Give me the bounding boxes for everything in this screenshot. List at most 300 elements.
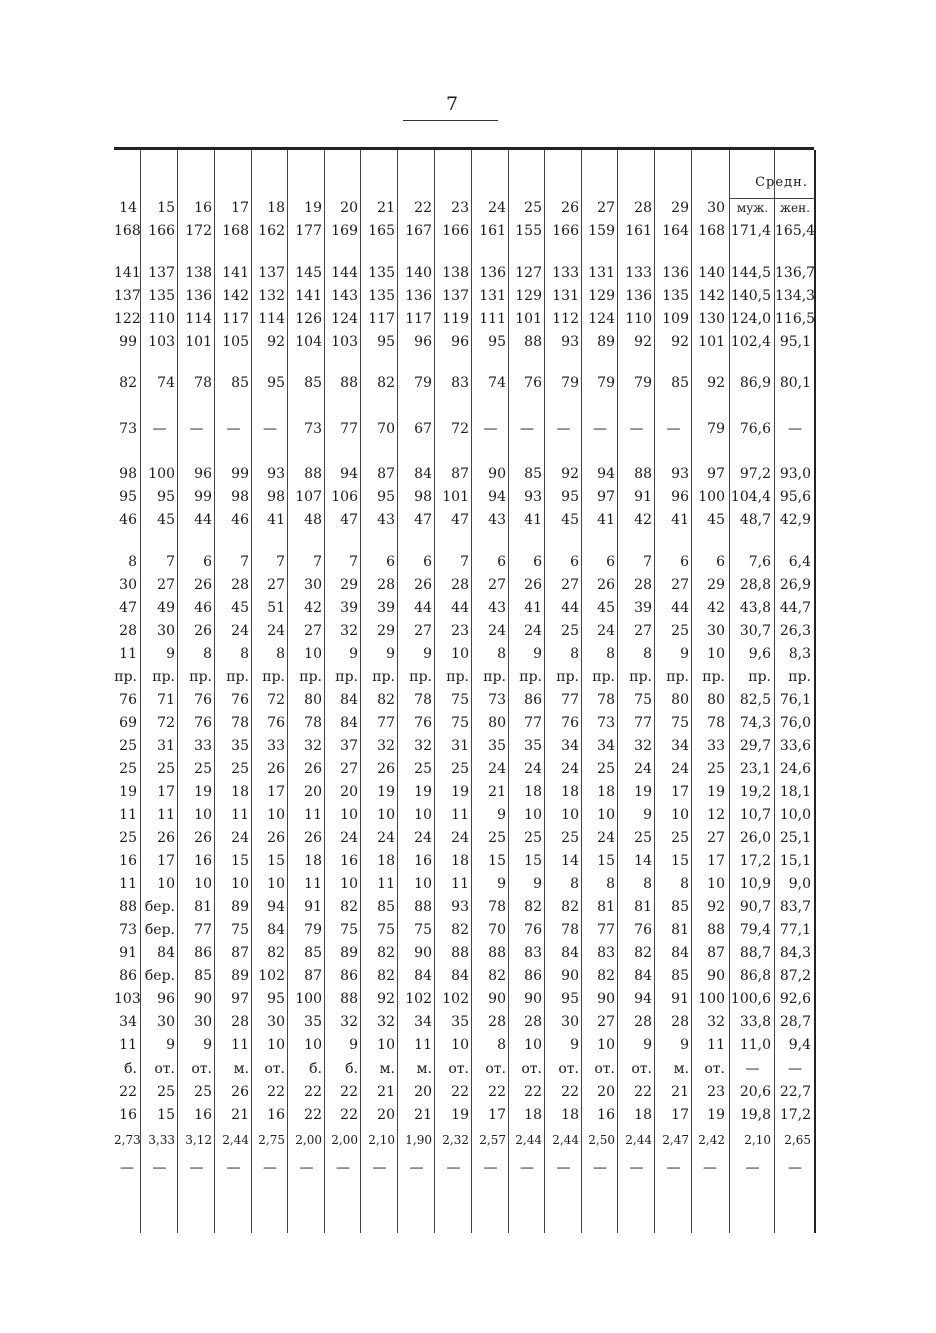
table-cell: от.: [154, 1061, 175, 1077]
table-cell: 78: [304, 715, 322, 731]
table-cell: 82: [634, 945, 652, 961]
table-cell: 100: [148, 466, 175, 482]
table-cell: 33,8: [739, 1014, 771, 1030]
table-cell: 9: [349, 646, 358, 662]
table-cell: 6: [533, 554, 542, 570]
table-cell: 9: [643, 1037, 652, 1053]
table-cell: 29,7: [739, 738, 771, 754]
table-cell: 26: [231, 1084, 249, 1100]
table-cell: 24: [524, 623, 542, 639]
table-cell: 8: [606, 876, 615, 892]
table-cell: 8: [240, 646, 249, 662]
table-cell: 25: [119, 761, 137, 777]
table-cell: 102: [258, 968, 285, 984]
table-cell: 25: [597, 761, 615, 777]
table-cell: 93,0: [779, 466, 811, 482]
table-cell: 92: [634, 334, 652, 350]
table-cell: 22: [304, 1084, 322, 1100]
day-27-column-header: 27: [597, 200, 615, 216]
table-cell: 8: [643, 876, 652, 892]
table-cell: 26,9: [779, 577, 811, 593]
table-cell: 90: [597, 991, 615, 1007]
day-26-column-header: 26: [561, 200, 579, 216]
table-cell: 41: [267, 512, 285, 528]
table-cell: 10: [414, 807, 432, 823]
table-cell: 92: [267, 334, 285, 350]
table-cell: 86,8: [739, 968, 771, 984]
table-cell: —: [556, 421, 571, 437]
table-cell: 82: [377, 945, 395, 961]
table-cell: 47: [119, 600, 137, 616]
table-cell: 92: [671, 334, 689, 350]
table-cell: 117: [405, 311, 432, 327]
table-cell: 26: [597, 577, 615, 593]
table-cell: 82: [524, 899, 542, 915]
table-cell: 73: [119, 421, 137, 437]
table-cell: 97: [231, 991, 249, 1007]
table-cell: м.: [233, 1061, 249, 1077]
table-cell: пр.: [372, 669, 395, 685]
table-cell: 82: [561, 899, 579, 915]
table-cell: 114: [258, 311, 285, 327]
table-cell: 9: [203, 1037, 212, 1053]
table-cell: 28: [488, 1014, 506, 1030]
table-cell: 39: [634, 600, 652, 616]
table-cell: 127: [515, 265, 542, 281]
table-cell: 79: [634, 375, 652, 391]
table-cell: 133: [625, 265, 652, 281]
table-cell: 26: [304, 830, 322, 846]
table-cell: 32: [634, 738, 652, 754]
table-cell: 19: [707, 1107, 725, 1123]
table-cell: 88: [340, 991, 358, 1007]
table-cell: 10,7: [739, 807, 771, 823]
table-cell: 77: [597, 922, 615, 938]
table-cell: 24: [231, 623, 249, 639]
table-cell: 19: [451, 784, 469, 800]
table-cell: 24: [231, 830, 249, 846]
table-cell: —: [593, 1160, 607, 1176]
day-16-column: [177, 150, 215, 1233]
table-cell: 9,4: [788, 1037, 811, 1053]
table-cell: 27: [707, 830, 725, 846]
table-cell: 19: [119, 784, 137, 800]
table-cell: 95: [377, 489, 395, 505]
table-cell: 93: [267, 466, 285, 482]
table-cell: 44: [671, 600, 689, 616]
table-cell: 43: [377, 512, 395, 528]
table-cell: 8: [497, 1037, 506, 1053]
table-cell: 171,4: [730, 223, 771, 239]
table-cell: —: [788, 1061, 802, 1077]
table-cell: 42,9: [779, 512, 811, 528]
table-cell: 3,12: [185, 1133, 212, 1147]
table-cell: 32: [340, 1014, 358, 1030]
table-cell: 77: [634, 715, 652, 731]
table-cell: 76: [414, 715, 432, 731]
table-cell: 30: [194, 1014, 212, 1030]
table-cell: 32: [414, 738, 432, 754]
table-cell: 26: [194, 623, 212, 639]
table-cell: 2,10: [744, 1133, 771, 1147]
table-cell: 25: [561, 830, 579, 846]
table-cell: 11: [231, 1037, 249, 1053]
table-cell: пр.: [702, 669, 725, 685]
table-cell: 75: [340, 922, 358, 938]
table-cell: 25,1: [779, 830, 811, 846]
table-cell: 41: [597, 512, 615, 528]
table-cell: 133: [552, 265, 579, 281]
table-cell: 7: [276, 554, 285, 570]
table-cell: пр.: [335, 669, 358, 685]
table-cell: —: [226, 1160, 241, 1176]
table-cell: 2,44: [552, 1133, 579, 1147]
table-cell: 74: [488, 375, 506, 391]
table-cell: 9,6: [748, 646, 771, 662]
table-cell: 122: [114, 311, 141, 327]
table-cell: —: [520, 1160, 534, 1176]
table-cell: 90: [488, 466, 506, 482]
table-cell: 83: [451, 375, 469, 391]
table-cell: 21: [414, 1107, 432, 1123]
table-cell: 6: [680, 554, 689, 570]
table-cell: 87,2: [779, 968, 811, 984]
table-cell: 98: [267, 489, 285, 505]
table-cell: 164: [662, 223, 689, 239]
table-cell: 11: [414, 1037, 432, 1053]
table-cell: 86: [524, 692, 542, 708]
table-cell: —: [263, 1160, 277, 1176]
table-cell: 24,6: [779, 761, 811, 777]
table-cell: 32: [304, 738, 322, 754]
table-cell: 7: [166, 554, 175, 570]
table-cell: 73: [304, 421, 322, 437]
table-cell: 47: [451, 512, 469, 528]
table-cell: 21: [231, 1107, 249, 1123]
table-cell: 80: [488, 715, 506, 731]
table-cell: 82: [267, 945, 285, 961]
table-cell: 101: [698, 334, 725, 350]
table-cell: 86: [340, 968, 358, 984]
table-cell: 28: [634, 1014, 652, 1030]
table-cell: —: [189, 421, 204, 437]
table-cell: 168: [698, 223, 725, 239]
table-cell: пр.: [299, 669, 322, 685]
table-cell: 95: [119, 489, 137, 505]
table-cell: 145: [295, 265, 322, 281]
means-header: Средн.: [755, 175, 808, 190]
table-cell: 85: [304, 375, 322, 391]
table-cell: 93: [524, 489, 542, 505]
table-cell: от.: [448, 1061, 469, 1077]
table-cell: 177: [295, 223, 322, 239]
day-24-column-header: 24: [488, 200, 506, 216]
table-cell: 10: [707, 876, 725, 892]
table-cell: 26: [194, 830, 212, 846]
table-cell: 25: [194, 761, 212, 777]
table-cell: —: [483, 1160, 498, 1176]
table-cell: 78: [488, 899, 506, 915]
table-cell: —: [263, 421, 277, 437]
day-27-column: [581, 150, 618, 1233]
table-cell: 97,2: [739, 466, 771, 482]
table-cell: 24: [524, 761, 542, 777]
table-cell: 51: [267, 600, 285, 616]
table-cell: 76: [561, 715, 579, 731]
table-cell: 84: [340, 715, 358, 731]
table-cell: 17: [157, 853, 175, 869]
table-cell: —: [372, 1160, 387, 1176]
table-cell: 82: [597, 968, 615, 984]
table-cell: 24: [671, 761, 689, 777]
table-cell: 126: [295, 311, 322, 327]
table-cell: 27: [634, 623, 652, 639]
table-cell: 11: [119, 1037, 137, 1053]
table-cell: 21: [488, 784, 506, 800]
table-cell: 18: [561, 784, 579, 800]
table-cell: 39: [340, 600, 358, 616]
table-cell: 76,0: [779, 715, 811, 731]
table-cell: 7: [643, 554, 652, 570]
table-cell: 21: [671, 1084, 689, 1100]
table-cell: 16: [119, 853, 137, 869]
table-cell: 2,44: [625, 1133, 652, 1147]
table-cell: 81: [597, 899, 615, 915]
table-cell: 41: [524, 512, 542, 528]
table-cell: 136: [662, 265, 689, 281]
table-cell: 24: [488, 761, 506, 777]
table-cell: 18: [597, 784, 615, 800]
table-cell: 18,1: [779, 784, 811, 800]
table-cell: 42: [634, 512, 652, 528]
table-cell: 24: [340, 830, 358, 846]
table-cell: 85: [304, 945, 322, 961]
table-cell: 144: [331, 265, 358, 281]
table-cell: 27: [561, 577, 579, 593]
table-cell: 135: [148, 288, 175, 304]
table-cell: 138: [442, 265, 469, 281]
table-cell: 25: [157, 761, 175, 777]
table-cell: 22,7: [779, 1084, 811, 1100]
table-cell: 27: [267, 577, 285, 593]
table-cell: 20: [304, 784, 322, 800]
table-cell: 19: [634, 784, 652, 800]
table-cell: 85: [671, 899, 689, 915]
table-cell: 10: [157, 876, 175, 892]
table-cell: 27: [304, 623, 322, 639]
table-cell: 26: [157, 830, 175, 846]
table-cell: 84: [671, 945, 689, 961]
table-cell: 9: [497, 876, 506, 892]
table-cell: 70: [377, 421, 395, 437]
day-23-column-header: 23: [451, 200, 469, 216]
table-cell: 91: [119, 945, 137, 961]
table-cell: 11: [451, 876, 469, 892]
table-cell: 16: [340, 853, 358, 869]
table-cell: 33: [267, 738, 285, 754]
table-cell: 91: [304, 899, 322, 915]
table-cell: 32: [377, 1014, 395, 1030]
table-cell: 82: [377, 968, 395, 984]
table-cell: 15: [671, 853, 689, 869]
table-cell: 159: [588, 223, 615, 239]
table-cell: 23,1: [739, 761, 771, 777]
table-cell: 86: [194, 945, 212, 961]
table-cell: 101: [442, 489, 469, 505]
table-cell: 26: [304, 761, 322, 777]
table-cell: 30: [157, 1014, 175, 1030]
table-cell: 14: [634, 853, 652, 869]
table-cell: 30: [707, 623, 725, 639]
table-cell: 130: [698, 311, 725, 327]
table-cell: пр.: [114, 669, 137, 685]
table-cell: 10: [377, 807, 395, 823]
table-cell: 90: [488, 991, 506, 1007]
table-cell: 92: [707, 899, 725, 915]
table-cell: 144,5: [730, 265, 771, 281]
table-cell: 72: [451, 421, 469, 437]
table-cell: 135: [368, 288, 395, 304]
table-cell: 2,00: [331, 1133, 358, 1147]
table-cell: 82: [340, 899, 358, 915]
table-cell: 15: [267, 853, 285, 869]
table-cell: 79: [597, 375, 615, 391]
table-cell: 85: [524, 466, 542, 482]
day-28-column: [617, 150, 655, 1233]
table-cell: 11: [377, 876, 395, 892]
table-cell: 9: [386, 646, 395, 662]
table-cell: м.: [416, 1061, 432, 1077]
table-cell: от.: [485, 1061, 506, 1077]
table-cell: 101: [515, 311, 542, 327]
table-cell: 16: [119, 1107, 137, 1123]
table-cell: 22: [488, 1084, 506, 1100]
table-cell: 77,1: [779, 922, 811, 938]
table-cell: 9: [570, 1037, 579, 1053]
table-cell: —: [152, 1160, 167, 1176]
table-cell: 70: [488, 922, 506, 938]
table-cell: 10: [561, 807, 579, 823]
table-cell: 94: [340, 466, 358, 482]
table-cell: 49: [157, 600, 175, 616]
table-cell: 88: [488, 945, 506, 961]
table-cell: 11: [119, 876, 137, 892]
table-cell: —: [520, 421, 534, 437]
table-cell: —: [745, 1061, 760, 1077]
table-cell: 95,6: [779, 489, 811, 505]
table-cell: —: [446, 1160, 461, 1176]
table-cell: 6: [606, 554, 615, 570]
table-cell: м.: [379, 1061, 395, 1077]
table-cell: 129: [588, 288, 615, 304]
table-cell: пр.: [592, 669, 615, 685]
table-cell: 28: [671, 1014, 689, 1030]
day-16-column-header: 16: [194, 200, 212, 216]
table-cell: 27: [671, 577, 689, 593]
table-cell: 105: [222, 334, 249, 350]
table-cell: 2,00: [295, 1133, 322, 1147]
table-cell: 20: [597, 1084, 615, 1100]
table-cell: —: [556, 1160, 571, 1176]
table-cell: 78: [597, 692, 615, 708]
table-cell: 135: [662, 288, 689, 304]
table-cell: 85: [671, 375, 689, 391]
table-cell: б.: [309, 1061, 322, 1077]
day-21-column-header: 21: [377, 200, 395, 216]
table-cell: от.: [631, 1061, 652, 1077]
table-cell: 17: [488, 1107, 506, 1123]
table-cell: 10: [597, 1037, 615, 1053]
table-cell: 76: [524, 922, 542, 938]
day-19-column-header: 19: [304, 200, 322, 216]
table-cell: 88: [451, 945, 469, 961]
table-cell: 10,0: [779, 807, 811, 823]
table-cell: 94: [597, 466, 615, 482]
table-cell: 22: [561, 1084, 579, 1100]
table-cell: 102: [405, 991, 432, 1007]
table-cell: 78: [231, 715, 249, 731]
table-cell: 95: [561, 489, 579, 505]
table-cell: 8: [276, 646, 285, 662]
table-cell: 43: [488, 600, 506, 616]
table-cell: 44: [414, 600, 432, 616]
table-cell: 46: [119, 512, 137, 528]
table-cell: 45: [597, 600, 615, 616]
table-cell: 86: [524, 968, 542, 984]
day-18-column-header: 18: [267, 200, 285, 216]
table-cell: 22: [340, 1107, 358, 1123]
table-cell: 45: [231, 600, 249, 616]
day-29-column: [654, 150, 692, 1233]
table-cell: 8: [570, 646, 579, 662]
table-cell: 132: [258, 288, 285, 304]
table-cell: 88: [524, 334, 542, 350]
table-cell: 32: [707, 1014, 725, 1030]
table-cell: 27: [488, 577, 506, 593]
table-cell: 84,3: [779, 945, 811, 961]
table-cell: 45: [561, 512, 579, 528]
table-cell: 86,9: [739, 375, 771, 391]
table-cell: 15: [488, 853, 506, 869]
table-cell: 138: [185, 265, 212, 281]
table-cell: 26: [377, 761, 395, 777]
table-cell: 7: [349, 554, 358, 570]
table-cell: 41: [671, 512, 689, 528]
table-cell: 89: [231, 899, 249, 915]
table-cell: 23: [451, 623, 469, 639]
table-cell: 48,7: [739, 512, 771, 528]
table-cell: 16: [414, 853, 432, 869]
table-cell: 137: [148, 265, 175, 281]
table-cell: 28: [524, 1014, 542, 1030]
day-22-column: [397, 150, 435, 1233]
table-cell: 129: [515, 288, 542, 304]
table-cell: 136: [185, 288, 212, 304]
table-cell: 2,57: [479, 1133, 506, 1147]
table-cell: 82,5: [739, 692, 771, 708]
day-18-column: [251, 150, 288, 1233]
table-cell: 80,1: [779, 375, 811, 391]
table-cell: —: [593, 421, 607, 437]
table-cell: 90: [561, 968, 579, 984]
table-cell: 90: [414, 945, 432, 961]
table-cell: 75: [451, 715, 469, 731]
table-cell: 12: [707, 807, 725, 823]
table-cell: 100: [295, 991, 322, 1007]
table-cell: 79: [304, 922, 322, 938]
table-cell: 2,73: [114, 1133, 141, 1147]
table-cell: 28,8: [739, 577, 771, 593]
